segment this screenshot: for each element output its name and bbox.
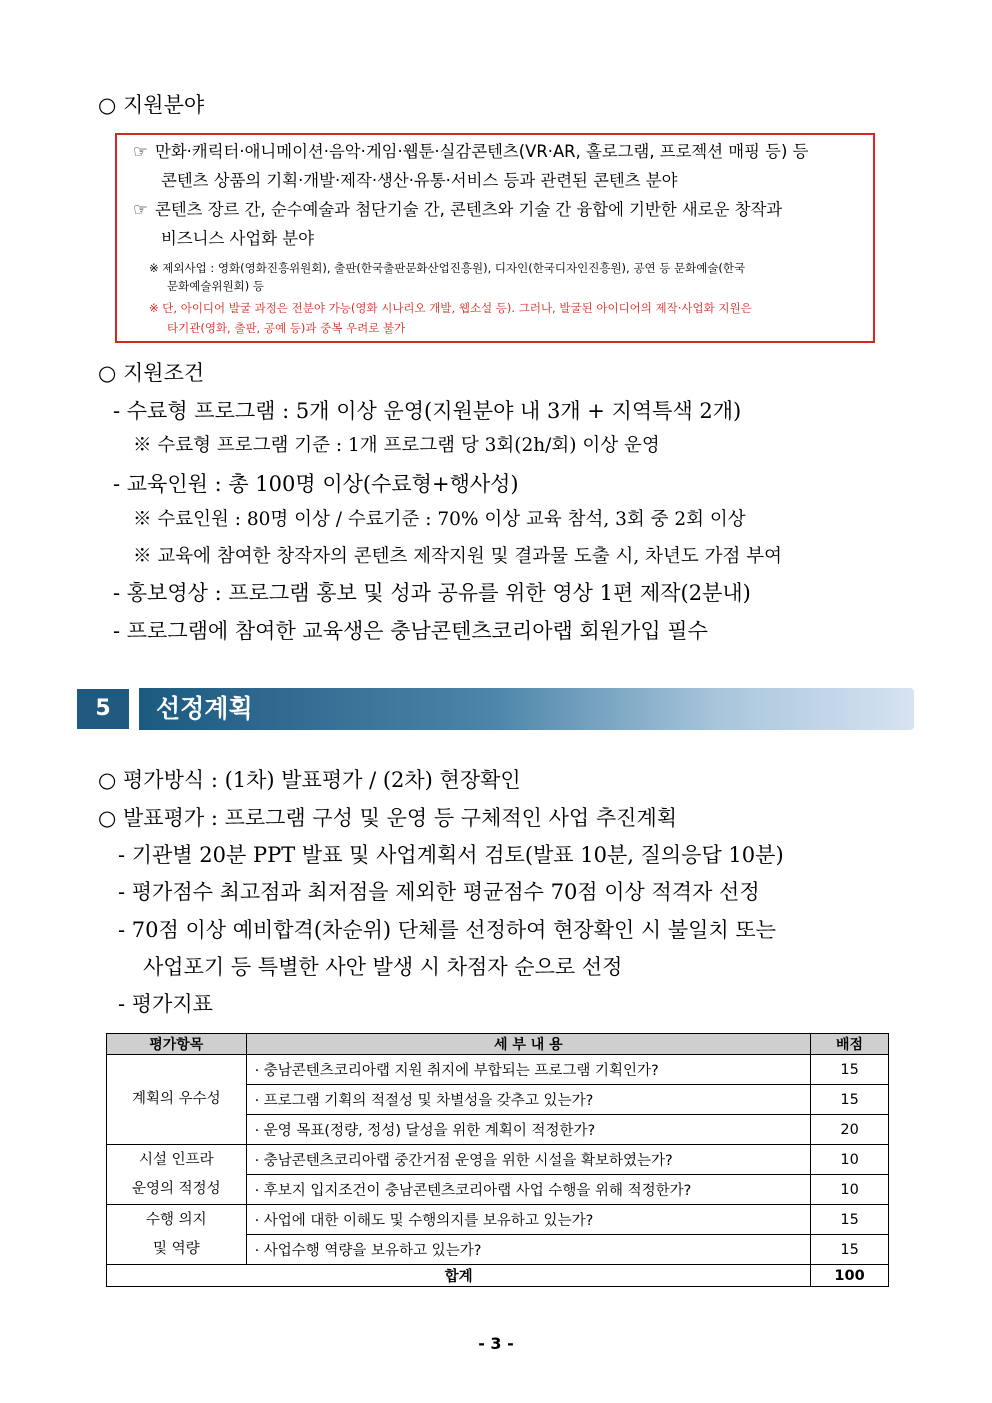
support-field-box — [115, 133, 875, 343]
detail-cell: · 운영 목표(정량, 정성) 달성을 위한 계획이 적정한가? — [246, 1115, 811, 1145]
condition-program-note: ※ 수료형 프로그램 기준 : 1개 프로그램 당 3회(2h/회) 이상 운영 — [133, 435, 660, 456]
section-number: 5 — [77, 689, 129, 729]
score-cell: 10 — [811, 1145, 889, 1175]
category-facility: 시설 인프라 운영의 적정성 — [107, 1145, 247, 1205]
reserve-selection-line1: - 70점 이상 예비합격(차순위) 단체를 선정하여 현장확인 시 불일치 또는 — [118, 918, 777, 942]
field-item-2-line1: ☞ 콘텐츠 장르 간, 순수예술과 첨단기술 간, 콘텐츠와 기술 간 융합에 기반한 새로운 창작과 — [133, 198, 782, 222]
category-planning: 계획의 우수성 — [107, 1055, 247, 1145]
presentation-evaluation: ○ 발표평가 : 프로그램 구성 및 운영 등 구체적인 사업 추진계획 — [98, 806, 678, 830]
header-detail: 세 부 내 용 — [246, 1034, 811, 1055]
table-row — [107, 1145, 889, 1175]
scoring-rule: - 평가점수 최고점과 최저점을 제외한 평균점수 70점 이상 적격자 선정 — [118, 880, 760, 904]
exception-note-line2: 타기관(영화, 출판, 공예 등)과 중복 우려로 불가 — [167, 321, 406, 335]
evaluation-index-label: - 평가지표 — [118, 992, 213, 1016]
condition-program-count: - 수료형 프로그램 : 5개 이상 운영(지원분야 내 3개 + 지역특색 2개) — [113, 399, 742, 423]
pointing-hand-icon: ☞ — [133, 142, 148, 161]
category-capability: 수행 의지 및 역량 — [107, 1205, 247, 1265]
field-item-2-line2: 비즈니스 사업화 분야 — [161, 229, 314, 248]
support-field-heading: ○ 지원분야 — [98, 93, 205, 117]
exclusion-note-line2: 문화예술위원회) 등 — [167, 279, 265, 293]
score-cell: 20 — [811, 1115, 889, 1145]
total-label: 합계 — [107, 1265, 811, 1287]
condition-bonus-note: ※ 교육에 참여한 창작자의 콘텐츠 제작지원 및 결과물 도출 시, 차년도 가점 부여 — [133, 546, 782, 567]
field-item-1-line1: ☞ 만화·캐릭터·애니메이션·음악·게임·웹툰·실감콘텐츠(VR·AR, 홀로그램, 프로젝션 매핑 등) 등 — [133, 140, 808, 164]
table-total-row — [107, 1265, 889, 1287]
evaluation-method: ○ 평가방식 : (1차) 발표평가 / (2차) 현장확인 — [98, 768, 521, 792]
presentation-format: - 기관별 20분 PPT 발표 및 사업계획서 검토(발표 10분, 질의응답 10분) — [118, 843, 784, 867]
detail-cell: · 충남콘텐츠코리아랩 지원 취지에 부합되는 프로그램 기획인가? — [246, 1055, 811, 1085]
score-cell: 15 — [811, 1235, 889, 1265]
page-number: - 3 - — [478, 1334, 514, 1353]
header-score: 배점 — [811, 1034, 889, 1055]
support-conditions-heading: ○ 지원조건 — [98, 361, 205, 385]
score-cell: 15 — [811, 1085, 889, 1115]
condition-promo-video: - 홍보영상 : 프로그램 홍보 및 성과 공유를 위한 영상 1편 제작(2분내) — [113, 581, 751, 605]
table-row — [107, 1055, 889, 1085]
detail-cell: · 후보지 입지조건이 충남콘텐츠코리아랩 사업 수행을 위해 적정한가? — [246, 1175, 811, 1205]
score-cell: 15 — [811, 1205, 889, 1235]
score-cell: 10 — [811, 1175, 889, 1205]
evaluation-table — [106, 1033, 889, 1287]
score-cell: 15 — [811, 1055, 889, 1085]
condition-membership: - 프로그램에 참여한 교육생은 충남콘텐츠코리아랩 회원가입 필수 — [113, 619, 708, 643]
exception-note-line1: ※ 단, 아이디어 발굴 과정은 전분야 가능(영화 시나리오 개발, 웹소설 등). 그러나, 발굴된 아이디어의 제작·사업화 지원은 — [149, 301, 752, 315]
header-category: 평가항목 — [107, 1034, 247, 1055]
detail-cell: · 사업수행 역량을 보유하고 있는가? — [246, 1235, 811, 1265]
condition-education-count: - 교육인원 : 총 100명 이상(수료형+행사성) — [113, 472, 519, 496]
section-title: 선정계획 — [156, 694, 253, 723]
detail-cell: · 프로그램 기획의 적절성 및 차별성을 갖추고 있는가? — [246, 1085, 811, 1115]
reserve-selection-line2: 사업포기 등 특별한 사안 발생 시 차점자 순으로 선정 — [143, 955, 623, 979]
detail-cell: · 충남콘텐츠코리아랩 중간거점 운영을 위한 시설을 확보하였는가? — [246, 1145, 811, 1175]
section-title-bar — [139, 688, 914, 730]
pointing-hand-icon: ☞ — [133, 200, 148, 219]
exclusion-note-line1: ※ 제외사업 : 영화(영화진흥위원회), 출판(한국출판문화산업진흥원), 디자인(한국디자인진흥원), 공연 등 문화예술(한국 — [149, 261, 746, 275]
detail-cell: · 사업에 대한 이해도 및 수행의지를 보유하고 있는가? — [246, 1205, 811, 1235]
table-header-row — [107, 1034, 889, 1055]
table-row — [107, 1205, 889, 1235]
condition-completion-note: ※ 수료인원 : 80명 이상 / 수료기준 : 70% 이상 교육 참석, 3회 중 2회 이상 — [133, 509, 746, 530]
field-item-1-line2: 콘텐츠 상품의 기획·개발·제작·생산·유통·서비스 등과 관련된 콘텐츠 분야 — [161, 171, 678, 190]
total-score: 100 — [811, 1265, 889, 1287]
